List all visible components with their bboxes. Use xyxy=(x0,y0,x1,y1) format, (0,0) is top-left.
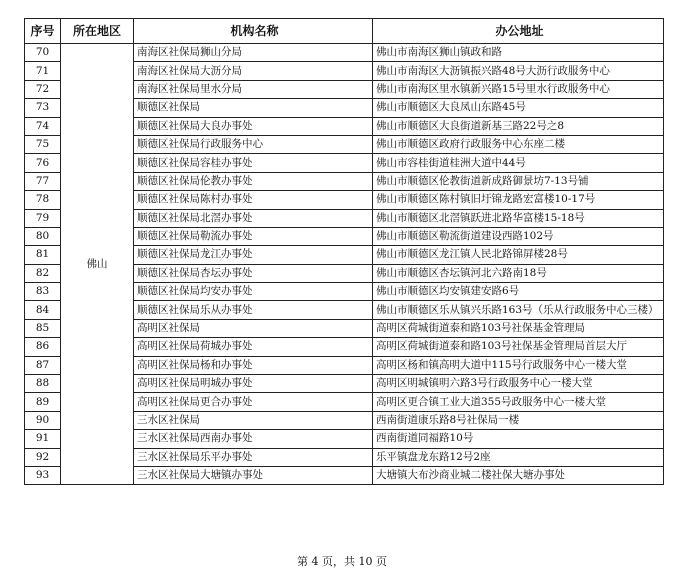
office-address: 佛山市顺德区乐从镇兴乐路163号（乐从行政服务中心三楼） xyxy=(373,301,664,319)
row-number: 79 xyxy=(25,209,61,227)
table-body xyxy=(25,44,664,485)
office-address: 乐平镇盘龙东路12号2座 xyxy=(373,448,664,466)
row-number: 71 xyxy=(25,62,61,80)
office-address: 佛山市南海区狮山镇政和路 xyxy=(373,44,664,62)
institution-name: 高明区社保局明城办事处 xyxy=(134,375,373,393)
institution-name: 顺德区社保局行政服务中心 xyxy=(134,135,373,153)
institution-name: 三水区社保局大塘镇办事处 xyxy=(134,466,373,484)
office-address: 高明区荷城街道泰和路103号社保基金管理局首层大厅 xyxy=(373,338,664,356)
row-number: 89 xyxy=(25,393,61,411)
row-number: 80 xyxy=(25,227,61,245)
institution-name: 南海区社保局狮山分局 xyxy=(134,44,373,62)
row-number: 87 xyxy=(25,356,61,374)
office-address: 高明区荷城街道泰和路103号社保基金管理局 xyxy=(373,319,664,337)
row-number: 72 xyxy=(25,80,61,98)
row-number: 88 xyxy=(25,375,61,393)
office-address: 佛山市南海区里水镇新兴路15号里水行政服务中心 xyxy=(373,80,664,98)
row-number: 92 xyxy=(25,448,61,466)
office-address: 佛山市顺德区大良凤山东路45号 xyxy=(373,99,664,117)
institution-name: 顺德区社保局 xyxy=(134,99,373,117)
row-number: 82 xyxy=(25,264,61,282)
table-header-row xyxy=(25,19,664,44)
institution-name: 高明区社保局更合办事处 xyxy=(134,393,373,411)
office-address: 佛山市顺德区陈村镇旧圩锦龙路宏富楼10-17号 xyxy=(373,191,664,209)
row-number: 74 xyxy=(25,117,61,135)
row-number: 85 xyxy=(25,319,61,337)
office-table xyxy=(24,18,664,485)
institution-name: 三水区社保局西南办事处 xyxy=(134,430,373,448)
institution-name: 高明区社保局杨和办事处 xyxy=(134,356,373,374)
row-number: 73 xyxy=(25,99,61,117)
header-name: 机构名称 xyxy=(134,19,373,44)
row-number: 84 xyxy=(25,301,61,319)
row-number: 93 xyxy=(25,466,61,484)
office-address: 佛山市南海区大沥镇振兴路48号大沥行政服务中心 xyxy=(373,62,664,80)
institution-name: 高明区社保局荷城办事处 xyxy=(134,338,373,356)
office-address: 佛山市顺德区龙江镇人民北路锦屏楼28号 xyxy=(373,246,664,264)
institution-name: 南海区社保局大沥分局 xyxy=(134,62,373,80)
institution-name: 顺德区社保局龙江办事处 xyxy=(134,246,373,264)
institution-name: 三水区社保局 xyxy=(134,411,373,429)
office-address: 西南街道同福路10号 xyxy=(373,430,664,448)
office-address: 佛山市顺德区均安镇建安路6号 xyxy=(373,283,664,301)
header-no: 序号 xyxy=(25,19,61,44)
row-number: 70 xyxy=(25,44,61,62)
row-number: 83 xyxy=(25,283,61,301)
institution-name: 顺德区社保局伦教办事处 xyxy=(134,172,373,190)
institution-name: 顺德区社保局陈村办事处 xyxy=(134,191,373,209)
row-number: 91 xyxy=(25,430,61,448)
office-address: 高明区更合镇工业大道355号政服务中心一楼大堂 xyxy=(373,393,664,411)
office-address: 佛山市顺德区大良街道新基三路22号之8 xyxy=(373,117,664,135)
institution-name: 顺德区社保局容桂办事处 xyxy=(134,154,373,172)
institution-name: 顺德区社保局均安办事处 xyxy=(134,283,373,301)
institution-name: 顺德区社保局大良办事处 xyxy=(134,117,373,135)
row-number: 78 xyxy=(25,191,61,209)
office-address: 佛山市顺德区勒流街道建设西路102号 xyxy=(373,227,664,245)
institution-name: 南海区社保局里水分局 xyxy=(134,80,373,98)
header-region: 所在地区 xyxy=(61,19,134,44)
row-number: 77 xyxy=(25,172,61,190)
row-number: 76 xyxy=(25,154,61,172)
office-address: 佛山市顺德区政府行政服务中心东座二楼 xyxy=(373,135,664,153)
header-address: 办公地址 xyxy=(373,19,664,44)
institution-name: 顺德区社保局乐从办事处 xyxy=(134,301,373,319)
institution-name: 顺德区社保局杏坛办事处 xyxy=(134,264,373,282)
office-address: 大塘镇大布沙商业城二楼社保大塘办事处 xyxy=(373,466,664,484)
institution-name: 三水区社保局乐平办事处 xyxy=(134,448,373,466)
office-address: 高明区杨和镇高明大道中115号行政服务中心一楼大堂 xyxy=(373,356,664,374)
office-address: 佛山市顺德区北滘镇跃进北路华富楼15-18号 xyxy=(373,209,664,227)
office-address: 高明区明城镇明六路3号行政服务中心一楼大堂 xyxy=(373,375,664,393)
row-number: 81 xyxy=(25,246,61,264)
office-address: 佛山市容桂街道桂洲大道中44号 xyxy=(373,154,664,172)
row-number: 75 xyxy=(25,135,61,153)
row-number: 86 xyxy=(25,338,61,356)
region-cell: 佛山 xyxy=(61,44,134,485)
office-address: 西南街道康乐路8号社保局一楼 xyxy=(373,411,664,429)
institution-name: 顺德区社保局北滘办事处 xyxy=(134,209,373,227)
institution-name: 顺德区社保局勒流办事处 xyxy=(134,227,373,245)
table-row xyxy=(25,44,664,62)
institution-name: 高明区社保局 xyxy=(134,319,373,337)
row-number: 90 xyxy=(25,411,61,429)
office-address: 佛山市顺德区伦教街道新成路御景坊7-13号铺 xyxy=(373,172,664,190)
office-address: 佛山市顺德区杏坛镇河北六路南18号 xyxy=(373,264,664,282)
page-footer: 第 4 页，共 10 页 xyxy=(297,555,387,568)
